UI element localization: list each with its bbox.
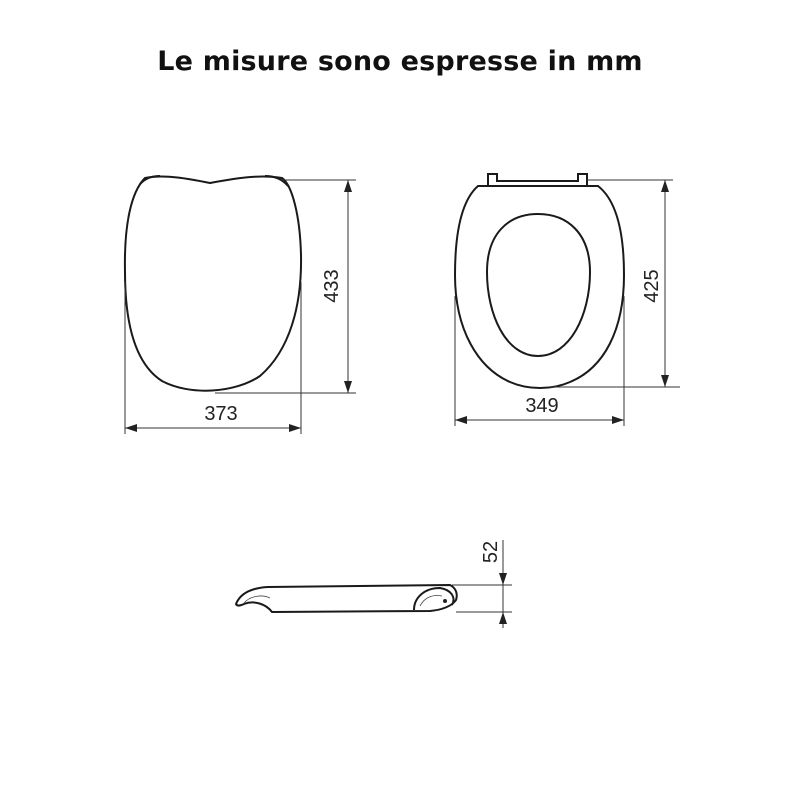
side-hinge-inner [420,595,442,606]
lid-width-label: 373 [204,403,238,425]
side-thickness-label: 52 [480,540,502,564]
side-thickness-arrow-top [499,573,507,585]
ring-height-label: 425 [641,269,663,303]
side-view [236,540,512,628]
lid-height-arrow-bottom [344,381,352,393]
ring-view [455,174,680,426]
side-thickness-arrow-bottom [499,612,507,624]
lid-height-label: 433 [321,269,343,303]
ring-height-arrow-bottom [661,375,669,387]
lid-width-arrow-right [289,424,301,432]
lid-outline [125,177,301,391]
ring-inner-opening [487,214,590,356]
lid-height-arrow-top [344,180,352,192]
lid-view [125,176,356,434]
side-hinge-pin [443,599,447,603]
ring-width-arrow-right [612,416,624,424]
side-body-outline [236,585,457,612]
ring-width-label: 349 [525,395,559,417]
ring-height-arrow-top [661,180,669,192]
ring-outer-outline [455,186,624,388]
ring-hinge-bracket [478,174,598,186]
page-title: Le misure sono espresse in mm [157,46,643,77]
lid-width-arrow-left [125,424,137,432]
ring-width-arrow-left [455,416,467,424]
